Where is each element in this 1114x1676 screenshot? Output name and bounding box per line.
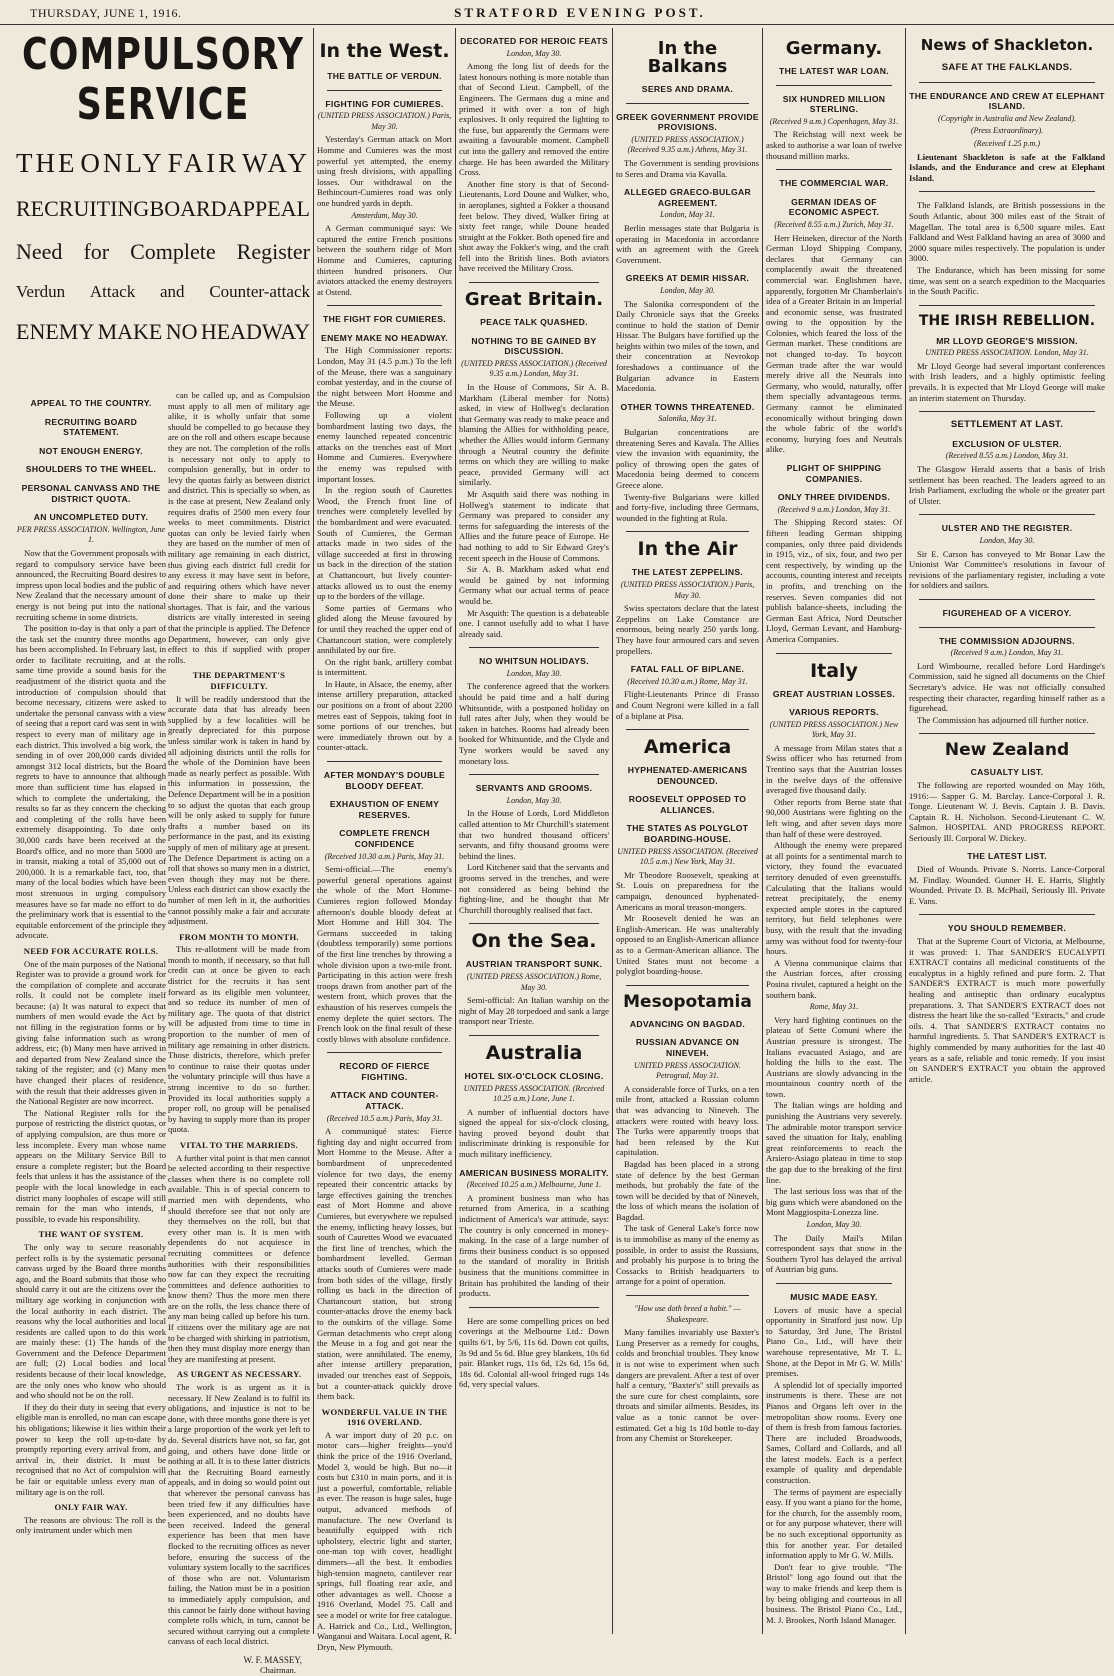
divider	[776, 653, 892, 654]
subheading: OTHER TOWNS THREATENED.	[620, 401, 755, 412]
subheading: EXCLUSION OF ULSTER.	[952, 438, 1062, 449]
article-paragraph: Lord Wimbourne, recalled before Lord Hardinge's Commission, said he signed all documents on the Chief Secretary's advice. He was not officially consulted respecting their character, regarding himself rather as a figurehead.	[909, 660, 1105, 714]
column-shackleton	[909, 30, 1105, 1634]
section-title: New Zealand	[944, 740, 1070, 761]
dateline: Rome, May 31.	[809, 1002, 859, 1012]
copyright-note: (Copyright in Australia and New Zealand).	[937, 113, 1077, 123]
subheading: ENEMY MAKE NO HEADWAY.	[321, 332, 448, 343]
article-paragraph: Very hard fighting continues on the plateau of Sette Comuni where the Austrian pressure is strongest. The Italians evacuated Asiago, and are holding the hills to the east. The Austrians are slowly advancing in the mountainous country north of the town.	[766, 1014, 902, 1099]
column-rule	[612, 28, 613, 1634]
subheading: ADVANCING ON BAGDAD.	[629, 1018, 746, 1029]
article-paragraph: Bulgarian concentrations are threatening Seres and Kavala. The Allies view the invasion with equanimity, the policy of throwing open the gates of Macedonia being deemed to concern Greece alone.	[616, 427, 759, 490]
column-great-britain	[459, 30, 609, 1634]
dateline: UNITED PRESS ASSOCIATION. Petrograd, May 31.	[634, 1060, 741, 1081]
article-paragraph: Other reports from Berne state that 90,000 Austrians were fighting on the left wing, and after seven days more than half of these were destroyed.	[766, 796, 902, 839]
section-title: In the West.	[319, 40, 450, 62]
article-paragraph: can be called up, and as Compulsion must apply to all men of military age alike, it is wholly unfair that some should be compelled to go because they are on the roll and others escape because they are not. The completion of the rolls is necessary not only to apply to compulsion generally, but in order to levy the quotas fairly as between district and district. This is specially so when, as is the case at present, New Zealand only requires drafts of 2500 men every four weeks to meet commitments. District quotas can only be levied fairly when they are based on the number of men of military age remaining in each district, thus giving each district full credit for any excess it may have sent in before, and requiring others which have never done their share to make up their shortages. That is fair, and the various districts are vitally interested in seeing that the principle is applied. The Defence Department, however, can only give effect to this if supplied with proper rolls.	[168, 390, 310, 665]
article-paragraph: Another fine story is that of Second-Lieutenants, Lord Doune and Walker, who, in aeroplanes, sighted a Fokker a thousand feet below. They dived, Walker firing at sixty feet range, while Doune headed straight at the Fokker. Both opened fire and shot away the Fokker's wing, and the craft fell into the British lines. Both aviators have received the Military Cross.	[459, 178, 609, 274]
divider	[626, 729, 749, 730]
section-title: Mesopotamia	[623, 991, 752, 1012]
dateline: Salonika, May 31.	[658, 414, 717, 424]
dateline: (Received 9 a.m.) Copenhagen, May 31.	[769, 116, 899, 126]
article-paragraph: The reasons are obvious: The roll is the only instrument under which men	[16, 1514, 166, 1536]
article-paragraph: The Falkland Islands, are British possessions in the South Atlantic, about 300 miles east of the Strait of Magellan. The total area is 6,500 square miles. East Falkland and West Falkland having an area of 3000 and 2000 square miles respectively. The population is under 3000.	[909, 200, 1105, 264]
advert-paragraph: Here are some compelling prices on bed coverings at the Melbourne Ltd.: Down quilts 6/1, by 5/6, 11s 6d. Down cot quilts, 3s 9d and 5s 6d. Blue grey blankets, 10s 6d pair. Blanket rugs, 11s 6d, 12s 6d, 15s 6d, 18s 6d. Colonial all-wool fringed rugs 14s 6d, very special values.	[459, 1315, 609, 1390]
column-balkans	[616, 30, 759, 1634]
headline-word: Register	[236, 239, 310, 264]
article-paragraph: Mr Asquith: The question is a debateable one. I cannot usefully add to what I have already said.	[459, 607, 609, 639]
dateline: (Received 10.25 a.m.) Melbourne, June 1.	[466, 1180, 602, 1190]
subheading: AUSTRIAN TRANSPORT SUNK.	[465, 959, 603, 970]
article-paragraph: Following up a violent bombardment lasting two days, the enemy launched repeated concentric attacks on the trenches east of Mort Homme and Cumieres. Everywhere the enemy was repulsed with important losses.	[317, 410, 452, 484]
divider	[626, 1295, 749, 1296]
column-rule	[762, 28, 763, 1634]
dateline: (Received 10.5 a.m.) Paris, May 31.	[326, 1113, 443, 1123]
divider	[469, 1307, 599, 1308]
subheading: THE LATEST LIST.	[967, 851, 1047, 862]
article-paragraph: Died of Wounds. Private S. Norris. Lance-Corporal M. Findlay. Wounded. Gunner H. E. Harris, Slightly Wounded. Private D. B. McPhail, Seriously Ill. Private E. Vans.	[909, 864, 1105, 906]
divider	[469, 774, 599, 775]
article-paragraph: Berlin messages state that Bulgaria is operating in Macedonia in accordance with an agreement with the Greek Government.	[616, 222, 759, 265]
subheading: SERES AND DRAMA.	[641, 84, 734, 94]
subheading: EXHAUSTION OF ENEMY RESERVES.	[329, 799, 440, 820]
article-paragraph: In Haute, in Alsace, the enemy, after intense artillery preparation, attacked our positions on a front of about 2200 metres east of Seppois, taking foot in some portions of our trenches, but were immediately thrown out by a counter-attack.	[317, 678, 452, 753]
dateline: (UNITED PRESS ASSOCIATION.) (Received 9.35 a.m.) Athens, May 31.	[627, 134, 748, 155]
subheading: RECORD OF FIERCE FIGHTING.	[339, 1061, 430, 1082]
article-paragraph: Among the long list of deeds for the latest honours nothing is more notable than that of Second Lieut. Campbell, of the Engineers. The Germans dug a mine and primed it with over a ton of high explosives. It only required the lighting to the fuse, but apparently the Germans were awaiting a favourable moment. Campbell cut into the gallery and removed the entire charge. He has been awarded the Military Cross.	[459, 61, 609, 178]
article-paragraph: A prominent business man who has returned from America, in a scathing indictment of America's war attitude, says: The country is only concerned in money-making. In the case of a large number of firms their business conduct is so opposed to the standard of morality in British business that the munitions committee in Britain has prohibited the landing of their products.	[459, 1192, 609, 1299]
article-paragraph: Semi-official: An Italian warship on the night of May 28 torpedoed and sank a large transport near Trieste.	[459, 995, 609, 1027]
article-paragraph: The Endurance, which has been missing for some time, was sent on a search expedition to the Macquaries in the South Pacific.	[909, 264, 1105, 297]
article-paragraph: Semi-official.—The enemy's powerful general operations against the whole of the Mort Homme-Cumieres region followed Monday afternoon's double bloody defeat at Mort Homme and Hill 304. The Germans succeeded in taking (doubtless temporarily) some portions of the first line trenches by throwing a whole division upon a two-mile front. Participating in this action were fresh troops drawn from another part of the western front, which proves that the exhaustion of his reserves compels the enemy deplete the quiet sectors. The French look on the final result of these costly blows with absolute confidence.	[317, 864, 452, 1044]
headline-word: Counter-attack	[209, 282, 310, 301]
divider	[776, 1283, 892, 1284]
subheading: RECRUITING BOARD STATEMENT.	[44, 416, 138, 438]
subheading: NO WHITSUN HOLIDAYS.	[479, 656, 589, 667]
article-paragraph: Yesterday's German attack on Mort Homme and Cumieres was the most powerful yet attempted, the enemy using fresh divisions, with appalling losses. Our withdrawal on the Bethincourt-Cumieres road was only one hundred yards in depth.	[317, 134, 452, 208]
subheading: AN UNCOMPLETED DUTY.	[33, 512, 149, 523]
dateline: (Received 1.25 p.m.)	[974, 138, 1040, 148]
dateline: London, May 30.	[506, 668, 562, 678]
subheading: NEED FOR ACCURATE ROLLS.	[23, 945, 159, 956]
headline-word: BOARD	[149, 196, 227, 221]
article-paragraph: A considerable force of Turks, on a ten mile front, attacked a Russian column that was advancing to Nineveh. The attackers were routed with heavy loss. The Turks were apparently troops that had been released by the Kut capitulation.	[616, 1083, 759, 1158]
dateline: UNITED PRESS ASSOCIATION. (Received 10.25 a.m.) Lone, June 1.	[463, 1083, 605, 1104]
article-paragraph: Some parties of Germans who glided along the Meuse favoured by for until they reached the upper end of Chattancourt station, were completely annihilated by our fire.	[317, 602, 452, 656]
section-title: Australia	[485, 1041, 583, 1064]
press-note: (Press Extraordinary).	[970, 126, 1044, 136]
divider	[469, 923, 599, 924]
headline-word: Attack	[89, 282, 136, 301]
headline-word: NO	[165, 319, 198, 344]
column-2-body	[168, 390, 310, 1676]
lead-paragraph: Lieutenant Shackleton is safe at the Falkland Islands, and the Endurance and crew at Elephant Island.	[909, 151, 1105, 183]
signature-title: Chairman.	[259, 1665, 296, 1676]
subheading: THE COMMISSION ADJOURNS.	[939, 635, 1075, 646]
subheading: THE FIGHT FOR CUMIERES.	[323, 314, 446, 325]
article-paragraph: It will be readily understood that the accurate data that has already been supplied by a few localities will be greatly depreciated for this purpose unless similar work is taken in hand by all adjoining districts until the rolls for the whole of the Dominion have been made as nearly perfect as possible. With this information in possession, the Defence Department will be in a position to so adjust the quotas that each group will be only asked to supply for future drafts a number based on its performance in the past, and its existing supply of men of military age at present. The Defence Department is acting on a roll that shows so many men in a district, even though they may not be there. Unless each district can show exactly the number of men left in it, the authorities cannot possibly make a fair and accurate adjustment.	[168, 693, 310, 927]
advert-paragraph: Lovers of music have a special opportunity in Stratford just now. Up to Saturday, 3rd June, The Bristol Piano Co., Ltd., will have their warehouse representative, Mr T. L. Shone, at the Depot in Mr G. W. Mills' premises.	[766, 1304, 902, 1379]
subheading: FROM MONTH TO MONTH.	[179, 931, 299, 942]
dateline: Amsterdam, May 30.	[351, 210, 418, 220]
article-paragraph: One of the main purposes of the National Register was to provide a ground work for the compilation of complete and accurate rolls. It could not be complete itself because: (a) It was natural to expect that numbers of men would evade the Act by not filling in the registration forms or by giving false information such as wrong address, etc; (b) Many men have arrived in and departed from New Zealand since the taking of the register; and (c) Many men have changed their places of residence, with the result that their addresses given in the National Register are now incorrect.	[16, 958, 166, 1107]
advert-heading: YOU SHOULD REMEMBER.	[947, 923, 1067, 934]
headline-word: HEADWAY	[200, 319, 310, 344]
article-paragraph: Sir E. Carson has conveyed to Mr Bonar Law the Unionist War Committee's resolutions in favour of revisions of the parliamentary register, including a vote for soldiers and sailors.	[909, 548, 1105, 591]
subheading: RUSSIAN ADVANCE ON NINEVEH.	[635, 1037, 740, 1058]
masthead	[0, 0, 1114, 25]
subheading: FIGUREHEAD OF A VICEROY.	[942, 607, 1072, 618]
article-paragraph: Although the enemy were prepared at all points for a sentimental march to victory, they found the evacuated territory denuded of even greenstuffs. Calculating that the Italians would retreat precipitately, the enemy expected ample stores in the captured territory, but field telephones were busy, with the result that the invading army was without food for twenty-four hours.	[766, 840, 902, 957]
dateline: UNITED PRESS ASSOCIATION. London, May 31.	[925, 348, 1089, 358]
dateline: (UNITED PRESS ASSOCIATION.) Rome, May 30.	[466, 971, 602, 992]
headline-line-3	[16, 239, 310, 265]
subheading: SHOULDERS TO THE WHEEL.	[25, 464, 157, 475]
article-paragraph: The Salonika correspondent of the Daily Chronicle says that the Greeks continue to hold the station of Demir Hissar. The Bulgars have fortified up the heights within two miles of the town, and their concentration at Nevrokop foreshadows a continuance of the Bulgarian advance in Eastern Macedonia.	[616, 298, 759, 394]
article-paragraph: A further vital point is that men cannot be selected according to their respective classes when there is no complete roll available. This is of special concern to married men with dependents, who should therefore see that not only are they themselves on the roll, but that every other man is. It is men with dependents do not acquiesce in recruiting committees or defence authorities with their responsibilities now far can they expect the recruiting committees and defence authorities to know them? Thus the more men there are on the rolls, the less chance there of any man being called up before his turn. If citizens over the military age are not to be charged with shirking in patriotism, then they must display more energy than they are manifesting at present.	[168, 1152, 310, 1364]
article-paragraph: On the right bank, artillery combat is intermittent.	[317, 656, 452, 678]
headline-word: Complete	[130, 239, 216, 264]
main-headline: COMPULSORY SERVICE	[22, 30, 304, 130]
subheading: SERVANTS AND GROOMS.	[475, 783, 593, 794]
article-paragraph: Bagdad has been placed in a strong state of defence by the best German methods, but probably the fate of the town will be decided by that of Nineveh, the loss of which means the isolation of Bagdad.	[616, 1158, 759, 1222]
subheading: HOTEL SIX-O'CLOCK CLOSING.	[464, 1070, 604, 1081]
dateline: London, May 30.	[660, 285, 715, 295]
article-paragraph: The Glasgow Herald asserts that a basis of Irish settlement has been reached. The leaders agreed to an Irish Parliament, excluding the whole or the greater part of Ulster.	[909, 464, 1105, 506]
subheading: THE DEPARTMENT'S DIFFICULTY.	[192, 670, 286, 692]
subheading: AMERICAN BUSINESS MORALITY.	[459, 1167, 609, 1178]
subheading: ONLY FAIR WAY.	[54, 1502, 128, 1513]
subheading: NOT ENOUGH ENERGY.	[39, 445, 143, 456]
subheading: APPEAL TO THE COUNTRY.	[30, 398, 152, 408]
article-paragraph: The Daily Mail's Milan correspondent says that snow in the Southern Tyrol has delayed the arrival of Austrian big guns.	[766, 1232, 902, 1275]
dateline: (Received 8.55 a.m.) London, May 31.	[945, 451, 1069, 461]
subheading: GERMAN IDEAS OF ECONOMIC ASPECT.	[788, 196, 880, 218]
subheading: ALLEGED GRAECO-BULGAR AGREEMENT.	[623, 187, 752, 208]
subheading: VITAL TO THE MARRIEDS.	[179, 1139, 299, 1150]
dateline: (Received 10.30 a.m.) Rome, May 31.	[627, 676, 748, 686]
advert-paragraph: A war import duty of 20 p.c. on motor cars—higher freights—you'd think the price of the 1916 Overland, Model 3, would be high. But no—it costs but £310 in main ports, and it is just a powerful, comfortable, reliable as ever. The reason is huge sales, huge output, advanced methods of manufacture. The new Overland is beautifully equipped with rich upholstery, electric light and starter, one-man top with cover, headlight dimmers—all the best. It embodies high-tension magneto, cantilever rear springs, full floating rear axle, and other advantages as well. Choose a 1916 Overland, Model 75. Call and see a model or write for free catalogue. A. Hatrick and Co., Ltd., Wellington, Wanganui and Waitara. Local agent, R. Dryn, New Plymouth.	[317, 1429, 452, 1652]
dateline: London, May 30.	[506, 48, 562, 58]
headline-line-5	[16, 319, 310, 345]
headline-word: for	[83, 239, 110, 264]
article-paragraph: Mr Asquith said there was nothing in Hollweg's statement to indicate that Germany was prepared to consider any terms for safeguarding the interests of the Allies and the future peace of Europe. He had nothing to add to Sir Edward Grey's recent speech in the House of Commons.	[459, 488, 609, 563]
section-title: Germany.	[785, 38, 883, 59]
column-rule	[313, 28, 314, 1634]
section-title: Great Britain.	[464, 289, 604, 311]
article-paragraph: Mr Roosevelt denied he was an English-American. He was unalterably opposed to an English-American alliance as to a German-American alliance. The United States must not become a polyglot boarding-house.	[616, 913, 759, 977]
article-paragraph: Sir A. B. Markham asked what end would be gained by not informing Germany what our actual terms of peace would be.	[459, 564, 609, 606]
subheading: FATAL FALL OF BIPLANE.	[630, 664, 745, 675]
dateline: (Received 10.30 a.m.) Paris, May 31.	[324, 851, 445, 861]
section-title: America	[643, 736, 732, 759]
article-paragraph: Mr Lloyd George had several important conferences with Irish leaders, and a highly optimistic feeling prevails. It is expected that Mr Lloyd George will make an interim statement on Thursday.	[909, 360, 1105, 403]
subheading: FIGHTING FOR CUMIERES.	[325, 98, 444, 109]
column-rule	[455, 28, 456, 1634]
divider	[919, 733, 1095, 734]
article-paragraph: If they do their duty in seeing that every eligible man is enrolled, no man can escape his obligations; likewise it lies within their power to keep the roll up-to-date by promptly reporting every arrival from, and arrival in, their district. It must be recognised that no Act of compulsion will be fair or equitable unless every man of military age is on the roll.	[16, 1401, 166, 1497]
divider	[919, 82, 1095, 83]
divider	[919, 514, 1095, 515]
advert-paragraph: Many families invariably use Baxter's Lung Preserver as a remedy for coughs, colds and bronchial troubles. They know it is not wise to experiment when such dangers are prevalent. After a test of over half a century, "Baxter's" still prevails as the sure cure for chest complaints, sore throats and similar ailments. Besides, its value as a tonic cannot be over-estimated. Get a big 1s 10d bottle to-day from any Chemist or Storekeeper.	[616, 1327, 759, 1444]
headline-word: and	[160, 282, 185, 301]
divider	[469, 282, 599, 283]
article-paragraph: Mr Theodore Roosevelt, speaking at St. Louis on preparedness for the campaign, denounced hyphenated-Americans as moral treason-mongers.	[616, 869, 759, 912]
divider	[469, 1035, 599, 1036]
subheading: NOTHING TO BE GAINED BY DISCUSSION.	[471, 335, 597, 357]
section-title: On the Sea.	[471, 930, 597, 953]
headline-word: THE	[16, 148, 78, 178]
subheading: DECORATED FOR HEROIC FEATS	[460, 36, 608, 46]
divider	[626, 531, 749, 532]
headline-word: APPEAL	[226, 196, 310, 221]
subheading: ONLY THREE DIVIDENDS.	[777, 492, 891, 503]
divider	[327, 90, 442, 91]
headline-line-4	[16, 282, 310, 302]
advert-quote: "How use doth breed a habit." —Shakespeare.	[634, 1304, 741, 1324]
article-paragraph: Twenty-five Bulgarians were killed and forty-five, including three Germans, wounded in the fighting at Rula.	[616, 491, 759, 523]
section-title: News of Shackleton.	[920, 36, 1094, 54]
article-paragraph: The Commission has adjourned till further notice.	[917, 714, 1089, 725]
section-title: Italy	[810, 659, 858, 682]
divider	[327, 761, 442, 762]
divider	[919, 191, 1095, 192]
headline-word: ONLY	[80, 148, 165, 178]
article-paragraph: The position to-day is that only a part of the task set the country three months ago has been accomplished. In February last, in order to facilitate recruiting, and at the same time provide a sound basis for the readjustment of the district quota and the introduction of compulsion should that become necessary, citizens were asked to undertake the personal canvass with a view of seeing that a report card was sent in with respect to every man of military age in each district. This involved a big work, the sending in of over 200,000 cards divided amongst 312 local districts, but the Board regrets to have to announce that although more than sufficient time has elapsed in which to complete the undertaking, the results so far as they concern the checking and completing of the rolls have been extremely disappointing. To date only 30,000 cards have been received at the Board's office, and no more than 5000 are in transit, making a total of 35,000 out of 200,000. It is a remarkable fact, too, that many of the local bodies which have been most strenuous in urging compulsory measures have so far made no effort to do the preliminary work that is essential to the equitable enforcement of the principle they advocate.	[16, 623, 166, 941]
subheading: GREAT AUSTRIAN LOSSES.	[772, 688, 896, 699]
advert-paragraph: That at the Supreme Court of Victoria, at Melbourne, it was proved: 1. That SANDER'S EUCALYPTI EXTRACT contains all medicinal constituents of the eucalyptus in a highly refined and pure form. 2. That SANDER'S EXTRACT is much more powerfully healing and antiseptic than ordinary eucalyptus preparations. 3. That SANDER'S EXTRACT does not distress the heart like the so-called "Extracts," and crude oils. 4. That SANDER'S EXTRACT contains no harmful ingredients. 5. That SANDER'S EXTRACT is highly commended by many authorities for the last 40 years as a safe, reliable and tonic remedy. If you insist on SANDER'S EXTRACT you obtain the approved article.	[909, 936, 1105, 1084]
dateline: London, May 30.	[979, 536, 1035, 545]
article-paragraph: The task of General Lake's force now is to immobilise as many of the enemy as possible, in order to assist the Russians, and probably his purpose is to bring the Cossacks to British headquarters to arrange for a point of operation.	[616, 1223, 759, 1287]
subheading: THE BATTLE OF VERDUN.	[327, 71, 442, 81]
dateline: (Received 9 a.m.) London, May 31.	[950, 648, 1064, 658]
subheading: COMPLETE FRENCH CONFIDENCE	[339, 828, 430, 849]
subheading: SAFE AT THE FALKLANDS.	[941, 62, 1073, 73]
article-paragraph: The High Commissioner reports: London, May 31 (4.5 p.m.) To the left of the Meuse, there was a sanguinary combat yesterday, and in the course of the night between Mort Homme and the Meuse.	[317, 345, 452, 409]
article-paragraph: In the House of Lords, Lord Middleton called attention to Mr Churchill's statement that two hundred thousand officers' servants, and fifty thousand grooms were behind the lines.	[459, 808, 609, 861]
article-paragraph: A communiqué states: Fierce fighting day and night occurred from Mort Homme to the Meuse. After a bombardment of unprecedented violence for two days, the enemy repeated their concentric attacks by large effectives gaining the trenches east of Mort Homme and above Cumieres, but everywhere we repulsed the enemy, inflicting heavy losses, but south of Caurettes Wood we evacuated the first line of trenches, which the bombardment levelled. German attacks south of Cumieres were made from both sides of the village, firstly rolling us back in the direction of Chattancourt station, but strong counter-attacks drove the enemy back to the outskirts of the village. Some German detachments who crept along the Meuse in a fog and got near the station, were annihilated. The enemy, after intense artillery preparation, invaded our trenches east of Seppois, but a counter-attack quickly drove them back.	[317, 1126, 452, 1402]
headline-word: Verdun	[16, 282, 66, 301]
article-paragraph: Herr Heineken, director of the North German Lloyd Shipping Company, declares that Germany can complacently await the threatened commercial war. Englishmen have, apparently, forgotten Mr Chamberlain's idea of a Greater Britain in an Imperial and economic sense, was frustrated owing to the opposition by the Colonies, which feared the loss of the German market. These conditions are not changed to-day. To boycott German trade after the war would merely drive all the Neutrals into Germany, who would, naturally, offer them specially advantageous terms. Germany cannot be eliminated economically without bringing down the whole fabric of the world's economy, burying foes and Neutrals alike.	[766, 232, 902, 455]
column-germany	[766, 30, 902, 1634]
article-paragraph: This re-allotment will be made from month to month, if necessary, so that full credit can at once be given to each district for the recruits it has sent forward as its eligible men volunteer, and so reduce its number of men of military age. The quota of that district will be adjusted from time to time in proportion to the number of men of military age remaining in other districts. Those districts, therefore, which prefer to continue to raise their quotas under the voluntary principle will thus have a strong incentive to do so further. Provided its local authorities supply a proper roll, no group will be penalised by having to supply more than its proper quota.	[168, 944, 310, 1135]
section-title: THE IRISH REBELLION.	[918, 312, 1096, 329]
divider	[919, 627, 1095, 628]
article-paragraph: In the region south of Caurettes Wood, the French front line of trenches were completely levelled by the bombardment and were evacuated. South of Cumieres, the German attacks made in two sides of the village succeeded at first in throwing us back in the direction of the station at Chattancourt, but lively counter-attacks allowed us to oust the enemy up to the borders of the village.	[317, 485, 452, 602]
subheading: THE ENDURANCE AND CREW AT ELEPHANT ISLAND.	[909, 90, 1105, 112]
subheading: AS URGENT AS NECESSARY.	[176, 1369, 302, 1380]
subheading: ROOSEVELT OPPOSED TO ALLIANCES.	[628, 794, 747, 815]
dateline: PER PRESS ASSOCIATION. Wellington, June 1.	[16, 524, 166, 545]
divider	[469, 647, 599, 648]
article-paragraph: The Shipping Record states: Of fifteen leading German shipping companies, only three paid dividends in 1915, viz., of six, four, and two per cent respectively, by winding up the accounts, counting interest and receipts in profits, and trenching on the reserves. Seven companies did not publish balance-sheets, including the German East Africa, Nord Deutscher Lloyd, German Levant, and Hamburg-America Companies.	[766, 517, 902, 644]
article-paragraph: The following are reported wounded on May 16th, 1916:— Sapper G. M. Barclay. Lance-Corporal J. R. Tonge. Lieutenant W. J. Bevis. Captain J. B. Davis. Captain R. H. Nicholson. Second-Lieutenant C. W. Salmon. HOSPITAL AND PROGRESS REPORT. Seriously Ill. Corporal W. Dickey.	[909, 779, 1105, 843]
article-paragraph: In the House of Commons, Sir A. B. Markham (Liberal member for Notts) asked, in view of Hollweg's declaration that Germany was ready to make peace and blaming the Allies for withholding peace, whether the Allies would inform Germany through a Neutral country the definite terms on which they are willing to make peace, provided Germany will act similarly.	[459, 382, 609, 488]
article-paragraph: A Vienna communique claims that the Austrian forces, after crossing Posina rivulet, captured a height on the southern bank.	[766, 957, 902, 1000]
subheading: SIX HUNDRED MILLION STERLING.	[782, 93, 886, 115]
advert-paragraph: A splendid lot of specially imported instruments is there. These are not Pianos and Organs left over in the metropolitan show rooms. Every one of them is fresh from famous factories. There are included Broadwoods, Sames, Collard and Collards, and all the latest models. Each is a perfect example of quality and dependable construction.	[766, 1379, 902, 1486]
divider	[327, 305, 442, 306]
subheading: PLIGHT OF SHIPPING COMPANIES.	[786, 463, 882, 484]
article-paragraph: The National Register rolls for the purpose of restricting the district quotas, or of applying compulsion, are thus more or less incomplete. Every man whose name appears on the Military Service Bill to ensure a complete register; but the Board feels that unless it has the assistance of the people with the local knowledge in each district many loopholes of escape will still remain for the man who intends, if possible, to evade his responsibility.	[16, 1107, 166, 1224]
advert-heading: MUSIC MADE EASY.	[790, 1291, 878, 1302]
article-paragraph: The only way to secure reasonably perfect rolls is by the systematic personal canvass urged by the Board three months ago, and the Board submits that those who should carry it out are the citizens over the military age working in conjunction with the local authority in each district. The reasons why the local authorities and local residents are called upon to do this work are mainly these: (1) The hands of the Government and the Defence Department are full; (2) Local bodies and local residents because of their local knowledge, are the only ones who know who should and who should not be on the roll.	[16, 1241, 166, 1401]
article-paragraph: A number of influential doctors have signed the appeal for six-o'clock closing, having proved beyond doubt that indiscriminate drinking is responsible for much military inefficiency.	[459, 1106, 609, 1160]
subheading: GREEK GOVERNMENT PROVIDE PROVISIONS.	[616, 111, 759, 133]
subheading: ULSTER AND THE REGISTER.	[941, 523, 1073, 534]
subheading: THE STATES AS POLYGLOT BOARDING-HOUSE.	[626, 823, 749, 845]
headline-word: MAKE	[97, 319, 163, 344]
compulsory-service-headline-block	[16, 30, 310, 410]
article-paragraph: Flight-Lieutenants Prince di Frasso and Count Negroni were killed in a fall of a biplane at Pisa.	[616, 689, 759, 721]
article-paragraph: The last serious loss was that of the big guns which were abandoned on the Mont Maggiospita-Lonezza line.	[766, 1186, 902, 1218]
column-in-the-west	[317, 30, 452, 1652]
dateline: (UNITED PRESS ASSOCIATION.) (Received 9.35 a.m.) London, May 31.	[461, 358, 607, 379]
column-1-body	[16, 390, 166, 1634]
subheading: ATTACK AND COUNTER-ATTACK.	[330, 1090, 439, 1112]
subheading: PERSONAL CANVASS AND THE DISTRICT QUOTA.	[21, 482, 161, 504]
article-paragraph: The Reichstag will next week be asked to authorise a war loan of twelve thousand million marks.	[766, 129, 902, 161]
divider	[626, 985, 749, 986]
subheading: THE LATEST WAR LOAN.	[779, 66, 889, 76]
column-rule	[905, 28, 906, 1634]
divider	[919, 305, 1095, 306]
dateline: (UNITED PRESS ASSOCIATION.) Paris, May 30.	[317, 111, 452, 131]
issue-date: THURSDAY, JUNE 1, 1916.	[30, 6, 182, 20]
headline-word: WAY	[241, 148, 310, 178]
divider	[919, 411, 1095, 412]
article-paragraph: Swiss spectators declare that the latest Zeppelins on Lake Constance are enormous, being nearly 250 yards long. They have four armoured cars and seven propellers.	[616, 603, 759, 656]
divider	[919, 914, 1095, 915]
advert-heading: WONDERFUL VALUE IN THE 1916 OVERLAND.	[321, 1406, 448, 1428]
divider	[327, 1052, 442, 1053]
subheading: PEACE TALK QUASHED.	[480, 317, 588, 328]
subheading: AFTER MONDAY'S DOUBLE BLOODY DEFEAT.	[323, 770, 446, 791]
advert-paragraph: The terms of payment are especially easy. If you want a piano for the home, for the church, for the assembly room, or for any purpose whatever, there will be no such exceptional opportunity as this for another year. For detailed information apply to Mr G. W. Mills.	[766, 1486, 902, 1561]
signature: W. F. MASSEY,	[243, 1654, 302, 1665]
advert-paragraph: Don't fear to give trouble. "The Bristol" long ago found out that the way to make friends and keep them is by being obliging and courteous in all business. The Bristol Piano Co., Ltd., M. J. Brookes, North Island Manager.	[766, 1561, 902, 1625]
divider	[626, 103, 749, 104]
article-paragraph: The work is as urgent as it is necessary. If New Zealand is to fulfil its obligations, and injustice is not to be done, with three months gone there is yet a large proportion of the work yet left to do. Several districts have not, so far, got going, and others have done little or nothing at all. It is to these latter districts that the Recruiting Board earnestly appeals, and in doing so would point out that wherever the personal canvass has been tried few if any difficulties have been experienced, and no doubts have been received. Indeed the general experience has been that men have flocked to the recruiting offices as never before, ensuring the success of the voluntary system locally to the sacrifices of those who are not. Voluntarism failing, the Nation must be in a position to immediately apply compulsion, and this cannot be fairly done without having complete rolls which, in turn, cannot be secured without carrying out a complete canvass of each local district.	[168, 1382, 310, 1647]
dateline: (Received 9 a.m.) London, May 31.	[777, 504, 891, 514]
headline-word: FAIR	[167, 148, 240, 178]
headline-line-2	[16, 196, 310, 222]
subheading: CASUALTY LIST.	[970, 767, 1044, 778]
subheading: VARIOUS REPORTS.	[789, 707, 879, 718]
article-paragraph: Now that the Government proposals with regard to compulsory service have been announced, the Recruiting Board desires to impress upon local bodies and the public of New Zealand that the necessary amount of energy is not being put into the national recruiting scheme in some districts.	[16, 547, 167, 622]
divider	[919, 599, 1095, 600]
dateline: London, May 31.	[660, 210, 715, 220]
headline-word: ENEMY	[16, 319, 95, 344]
section-title: In the Balkans	[647, 38, 728, 77]
headline-word: Need	[16, 239, 63, 264]
article-paragraph: A message from Milan states that a Swiss officer who has returned from Trentino says that the Austrian losses in the twelve days of the offensive averaged five thousand daily.	[766, 742, 902, 796]
subheading: HYPHENATED-AMERICANS DENOUNCED.	[627, 765, 748, 786]
dateline: London, May 30.	[506, 795, 562, 805]
article-paragraph: Lord Kitchener said that the servants and grooms served in the trenches, and were not considered as being behind the fighting-line, and he thought that Mr Churchill thoroughly realised that fact.	[459, 862, 609, 915]
dateline: (UNITED PRESS ASSOCIATION.) New York, May 31.	[769, 719, 899, 740]
dateline: (UNITED PRESS ASSOCIATION.) Paris, May 30.	[620, 579, 755, 600]
divider	[776, 169, 892, 170]
section-title: In the Air	[637, 538, 738, 561]
article-paragraph: The Government is sending provisions to Seres and Drama via Kavalla.	[616, 157, 759, 179]
dateline: (Received 8.55 a.m.) Zurich, May 31.	[774, 219, 894, 229]
dateline: London, May 30.	[806, 1220, 862, 1229]
subheading: THE WANT OF SYSTEM.	[38, 1229, 144, 1240]
article-paragraph: The conference agreed that the workers should be paid time and a half during Whitsuntide, with a postponed holiday on full rates after July, when they would be taken in batches. Rooms had already been booked for Whitsuntide, and the Clyde and Tyne workers would be saved any monetary loss.	[459, 681, 609, 766]
headline-word: RECRUITING	[16, 196, 150, 221]
subheading: GREEKS AT DEMIR HISSAR.	[625, 273, 750, 284]
subheading: THE COMMERCIAL WAR.	[779, 178, 889, 189]
subheading: THE LATEST ZEPPELINS.	[631, 567, 744, 578]
headline-line-1	[16, 148, 310, 179]
divider	[776, 85, 892, 86]
subheading: SETTLEMENT AT LAST.	[950, 419, 1064, 431]
subheading: MR LLOYD GEORGE'S MISSION.	[936, 335, 1078, 346]
dateline: UNITED PRESS ASSOCIATION. (Received 10.5 a.m.) New York, May 31.	[617, 846, 758, 867]
article-paragraph: The Italian wings are holding and punishing the Austrians very severely. The admirable motor transport service saved the situation for Italy, enabling great reinforcements to reach the Arsiero-Asiago plateau in time to stop the gap due to the breaking of the first line.	[766, 1100, 902, 1185]
article-paragraph: A German communiqué says: We captured the entire French positions between the southern ridge of Mort Homme and Cumieres, capturing thirteen hundred prisoners. Our aviators attacked the enemy destroyers at Ostend.	[317, 223, 452, 297]
paper-title: STRATFORD EVENING POST.	[454, 5, 706, 20]
